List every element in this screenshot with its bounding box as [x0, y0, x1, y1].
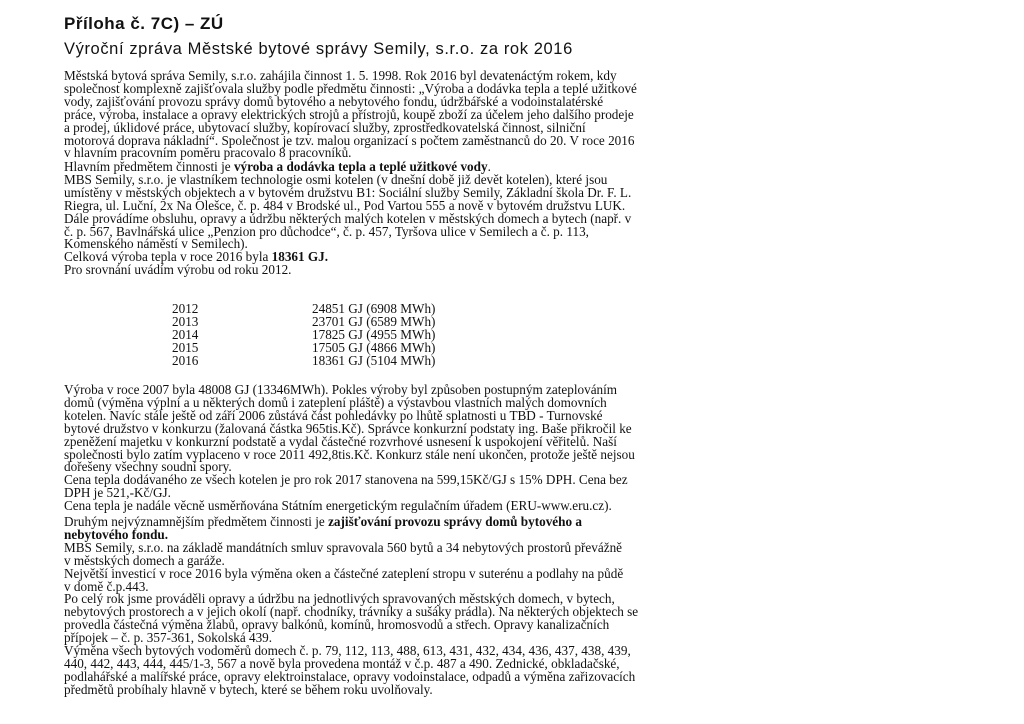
text-line: nebytových prostorech a v jejich okolí (např. chodníky, trávníky a sušáky prádla). Na některých objektech se: [64, 604, 639, 620]
text-line: Výměna všech bytových vodoměrů domech č. p. 79, 112, 113, 488, 613, 431, 432, 434, 436, 437, 438, 439,: [64, 643, 631, 659]
production-table: [172, 303, 532, 368]
text-line: společnost komplexně zajišťovala služby podle předmětu činnosti: „Výroba a dodávka tepla a teplé užitkové: [64, 80, 637, 96]
main-activity-heading: Hlavním předmětem činnosti je výroba a dodávka tepla a teplé užitkové vody.: [64, 159, 491, 174]
text-line: motorová doprava nákladní“. Společnost je tzv. malou organizací s počtem zaměstnanců do 20. V roce 2016: [64, 132, 635, 148]
main-activity-paragraph: [64, 161, 964, 277]
text-line: vody, zajišťování provozu správy domů bytového a nebytového fondu, údržbářské a vodoinstalatérské: [64, 93, 604, 109]
comparison-note: Pro srovnání uvádím výrobu od roku 2012.: [64, 262, 292, 278]
text-line: podlahářské a malířské práce, opravy elektroinstalace, opravy vodoinstalace, odpadů a výměna zařizovacích: [64, 668, 636, 684]
text-line: umístěny v městských objektech a v bytovém družstvu B1: Sociální služby Semily, Základní škola Dr. F. L.: [64, 184, 632, 200]
table-row: 2012 24851 GJ (6908 MWh): [172, 301, 436, 316]
text-line: Výroba v roce 2007 byla 48008 GJ (13346MWh). Pokles výroby byl způsoben postupným zateplováním: [64, 382, 618, 397]
text-line: v městských domech a garáže.: [64, 552, 225, 568]
text-line: DPH je 521,-Kč/GJ.: [64, 485, 171, 501]
text-line: Riegra, ul. Luční, 2x Na Olešce, č. p. 484 v Brodské ul., Pod Vartou 555 a nově v bytovém družstvu LUK.: [64, 197, 626, 213]
text-line: domů (výměna výplní a u některých domů i zateplení pláště) a výstavbou vlastních malých domovních: [64, 394, 607, 410]
production-summary: Celková výroba tepla v roce 2016 byla 18361 GJ.: [64, 249, 329, 265]
text-line: zpeněžení majetku v konkurzní podstatě a vydal částečné rozvrhové usnesení k uspokojení věřitelů. Naší: [64, 433, 617, 449]
report-title: Výroční zpráva Městské bytové správy Semily, s.r.o. za rok 2016: [64, 40, 573, 58]
table-row: 2013 23701 GJ (6589 MWh): [172, 313, 436, 329]
text-line: Dále provádíme obsluhu, opravy a údržbu některých malých kotelen v městských domech a bytech (např. v: [64, 210, 632, 226]
text-line: přípojek – č. p. 357-361, Sokolská 439.: [64, 630, 273, 646]
table-row: 2016 18361 GJ (5104 MWh): [172, 352, 436, 368]
text-line: Cena tepla je nadále věcně usměrňována Státním energetickým regulačním úřadem (ERU-www.eru.cz).: [64, 498, 612, 514]
intro-paragraph: [64, 70, 964, 160]
text-line: práce, výroba, instalace a opravy elektrických strojů a přístrojů, koupě zboží za účelem jeho dalšího prodeje: [64, 106, 634, 122]
text-line: Po celý rok jsme prováděli opravy a údržbu na jednotlivých spravovaných městských domech, v bytech,: [64, 591, 615, 607]
text-line: MBS Semily, s.r.o. na základě mandátních smluv spravovala 560 bytů a 34 nebytových prostorů převážně: [64, 539, 623, 555]
table-row: 2014 17825 GJ (4955 MWh): [172, 326, 436, 342]
text-line: provedla částečná výměna žlabů, opravy balkónů, komínů, hromosvodů a střech. Opravy kanalizačních: [64, 617, 610, 633]
text-line: č. p. 567, Bavlnářská ulice „Penzion pro důchodce“, č. p. 457, Tyršova ulice v Semilech a č. p. 113,: [64, 223, 589, 239]
text-line: a prodej, úklidové práce, ubytovací služby, kopírovací služby, zprostředkovatelská činnost, silniční: [64, 119, 586, 135]
text-line: v domě č.p.443.: [64, 578, 149, 594]
second-activity-heading: Druhým nejvýznamnějším předmětem činnosti je zajišťování provozu správy domů bytového a: [64, 514, 582, 529]
table-row: 2015 17505 GJ (4866 MWh): [172, 339, 436, 355]
text-line: 440, 442, 443, 444, 445/1-3, 567 a nově byla provedena montáž v č.p. 487 a 490. Zednické, obkladačské,: [64, 655, 620, 671]
text-line: MBS Semily, s.r.o. je vlastníkem technologie osmi kotelen (v dnešní době již devět kotelen), které jsou: [64, 171, 608, 187]
second-activity-heading-cont: nebytového fondu.: [64, 526, 169, 542]
text-line: v hlavním pracovním poměru pracovalo 8 pracovníků.: [64, 145, 352, 161]
text-line: předmětů probíhaly hlavně v bytech, které se během roku uvolňovaly.: [64, 681, 433, 697]
attachment-header: Příloha č. 7C) – ZÚ: [64, 14, 224, 33]
text-line: dořešeny všechny soudní spory.: [64, 459, 232, 475]
text-line: Cena tepla dodávaného ze všech kotelen je pro rok 2017 stanovena na 599,15Kč/GJ s 15% DPH. Cena bez: [64, 472, 628, 488]
text-line: kotelen. Navíc stále ještě od září 2006 zůstává část pohledávky po lhůtě splatnosti u TBD - Turnovské: [64, 407, 603, 423]
text-line: Největší investicí v roce 2016 byla výměna oken a částečné zateplení stropu v suterénu a podlahy na půdě: [64, 565, 624, 581]
text-line: společnosti bylo zatím vyplaceno v roce 2011 492,8tis.Kč. Konkurz stále není ukončen, protože ještě nejsou: [64, 446, 635, 462]
text-line: Komenského náměstí v Semilech).: [64, 236, 248, 252]
text-line: bytové družstvo v konkurzu (žalovaná částka 965tis.Kč). Správce konkurzní podstaty ing. Baše přikročil ke: [64, 420, 632, 436]
second-activity-paragraph: [64, 516, 964, 697]
text-line: Městská bytová správa Semily, s.r.o. zahájila činnost 1. 5. 1998. Rok 2016 byl devatenáctým rokem, kdy: [64, 68, 617, 83]
history-paragraph: [64, 384, 964, 513]
